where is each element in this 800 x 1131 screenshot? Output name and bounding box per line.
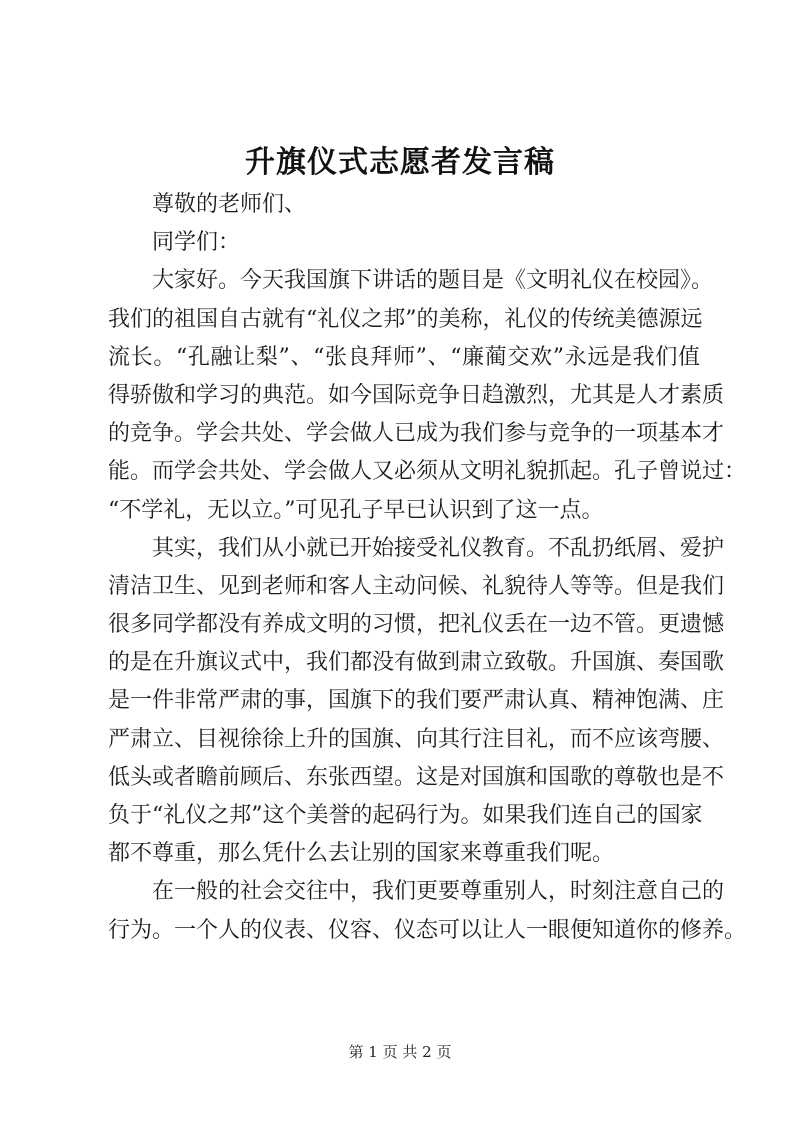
page-footer: 第 1 页 共 2 页 <box>348 1043 452 1061</box>
salutation-line: 尊敬的老师们、 <box>152 192 307 217</box>
paragraph-line: 大家好。今天我国旗下讲话的题目是《文明礼仪在校园》。 <box>152 268 714 294</box>
paragraph-line: 在一般的社会交往中，我们更要尊重别人，时刻注意自己的 <box>152 879 725 905</box>
paragraph-line: 的是在升旗议式中，我们都没有做到肃立致敬。升国旗、奏国歌 <box>108 650 725 676</box>
paragraph-line: 都不尊重，那么凭什么去让别的国家来尊重我们呢。 <box>108 841 615 867</box>
paragraph-line: “不学礼，无以立。”可见孔子早已认识到了这一点。 <box>108 497 604 523</box>
paragraph-line: 负于“礼仪之邦”这个美誉的起码行为。如果我们连自己的国家 <box>108 803 703 828</box>
paragraph-line: 的竞争。学会共处、学会做人已成为我们参与竞争的一项基本才 <box>108 421 725 447</box>
document-title: 升旗仪式志愿者发言稿 <box>245 145 555 180</box>
paragraph-line: 清洁卫生、见到老师和客人主动问候、礼貌待人等等。但是我们 <box>108 573 725 599</box>
paragraph-line: 是一件非常严肃的事，国旗下的我们要严肃认真、精神饱满、庄 <box>108 688 725 714</box>
paragraph-line: 低头或者瞻前顾后、东张西望。这是对国旗和国歌的尊敬也是不 <box>108 764 725 790</box>
salutation-line: 同学们： <box>152 230 241 256</box>
paragraph-line: 得骄傲和学习的典范。如今国际竞争日趋激烈，尤其是人才素质 <box>108 382 725 408</box>
paragraph-line: 严肃立、目视徐徐上升的国旗、向其行注目礼，而不应该弯腰、 <box>108 726 725 752</box>
paragraph-line: 很多同学都没有养成文明的习惯，把礼仪丢在一边不管。更遗憾 <box>108 612 725 638</box>
paragraph-line: 流长。“孔融让梨”、“张良拜师”、“廉蔺交欢”永远是我们值 <box>108 344 700 370</box>
paragraph-line: 我们的祖国自古就有“礼仪之邦”的美称，礼仪的传统美德源远 <box>108 306 703 332</box>
document-body <box>108 186 747 950</box>
paragraph-line: 行为。一个人的仪表、仪容、仪态可以让人一眼便知道你的修养。 <box>108 917 747 943</box>
paragraph-line: 其实，我们从小就已开始接受礼仪教育。不乱扔纸屑、爱护 <box>152 535 725 561</box>
paragraph-line: 能。而学会共处、学会做人又必须从文明礼貌抓起。孔子曾说过： <box>108 459 747 485</box>
